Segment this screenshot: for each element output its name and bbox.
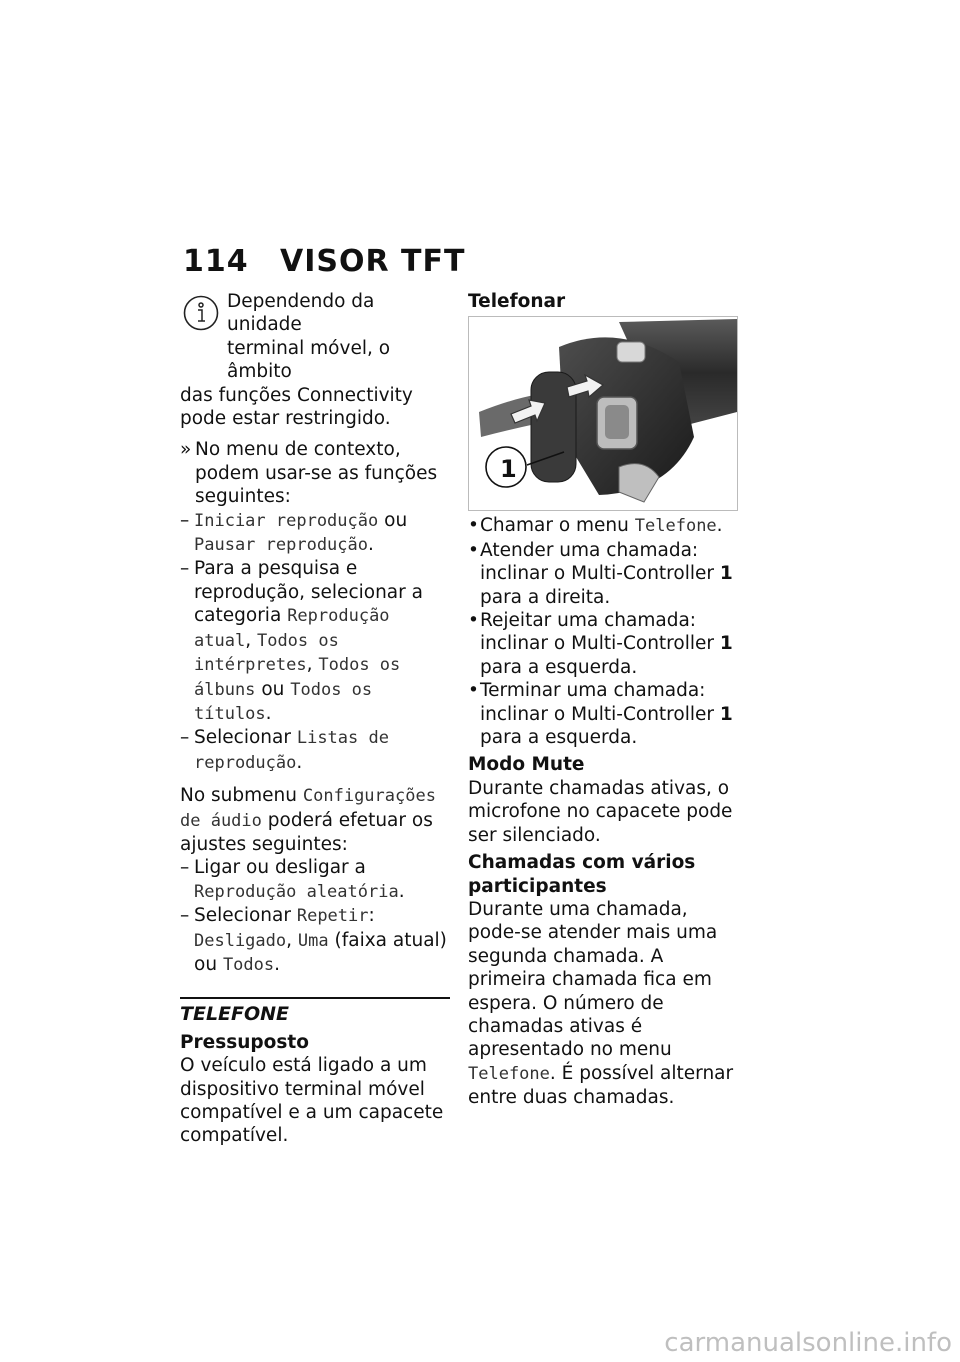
punctuation: ,: [286, 929, 293, 951]
bullet-text: Terminar uma chamada: inclinar o Multi-Controller: [480, 680, 714, 725]
bullet-marker: •: [468, 539, 479, 561]
menu-option: Uma: [297, 930, 329, 951]
menu-option: Todos os álbuns: [194, 655, 401, 700]
list-item: [180, 726, 450, 775]
paragraph-text: poderá efetuar os ajustes seguintes:: [180, 809, 433, 855]
list-item: [180, 557, 450, 726]
subsection-heading: Pressuposto: [180, 1031, 309, 1053]
callout-label: 1: [500, 455, 517, 484]
callout-reference: 1: [719, 633, 733, 655]
info-note: [180, 290, 450, 430]
punctuation: :: [368, 905, 375, 927]
submenu-paragraph: [180, 784, 450, 856]
section-title: TELEFONE: [180, 1003, 290, 1026]
menu-option: Iniciar reprodução: [194, 510, 379, 531]
callout-reference: 1: [719, 563, 733, 585]
bullet-item: [468, 679, 740, 749]
paragraph-text: Durante uma chamada, pode-se atender mais uma segunda chamada. A primeira chamada fica em espera. O número de chamadas ativas é apresentado no menu: [468, 898, 718, 1061]
menu-option: Todos os intérpretes: [194, 630, 339, 676]
conjunction: ou: [261, 678, 285, 700]
dash-marker: –: [180, 558, 190, 580]
list-text: Selecionar: [194, 727, 291, 749]
right-column: [468, 290, 740, 1110]
punctuation: .: [296, 751, 303, 773]
watermark: carmanualsonline.info: [664, 1328, 952, 1358]
bullet-text: para a direita.: [480, 586, 611, 608]
handlebar-illustration: [469, 317, 737, 510]
info-icon: [183, 295, 219, 331]
callout-reference: 1: [719, 703, 733, 725]
menu-option: Listas de reprodução: [194, 728, 389, 773]
menu-option: Todos os títulos: [194, 679, 373, 724]
menu-name: Telefone: [634, 516, 717, 537]
menu-option: Repetir: [296, 906, 369, 927]
menu-option: Todos: [222, 954, 275, 975]
list-text: Ligar ou desligar a: [194, 857, 366, 879]
bullet-text: para a esquerda.: [480, 656, 638, 678]
list-item: [180, 856, 450, 904]
punctuation: ,: [306, 654, 313, 676]
page-header: [183, 244, 465, 279]
chapter-title: VISOR TFT: [280, 244, 466, 279]
menu-option: Desligado: [194, 930, 287, 951]
mute-text: Durante chamadas ativas, o microfone no capacete pode ser silenciado.: [468, 777, 733, 846]
list-item: [180, 904, 450, 977]
menu-name: Configurações de áudio: [180, 786, 436, 831]
arrow-marker: »: [180, 439, 192, 461]
multi-call-text: [468, 898, 740, 1110]
menu-name: Telefone: [468, 1063, 550, 1084]
bullet-item: [468, 609, 740, 679]
subsection-heading: Modo Mute: [468, 754, 585, 776]
dash-marker: –: [180, 905, 190, 927]
list-text: Para a pesquisa e reprodução, selecionar a categoria: [194, 558, 423, 627]
dash-marker: –: [180, 857, 190, 879]
bullet-marker: •: [468, 680, 479, 702]
list-text: Selecionar: [194, 905, 291, 927]
conjunction: ou: [384, 509, 408, 531]
page-number: 114: [183, 244, 249, 279]
bullet-marker: •: [468, 610, 479, 632]
paragraph-text: No submenu: [180, 785, 297, 807]
prerequisite-text: O veículo está ligado a um dispositivo terminal móvel compatível e a um capacete compatível.: [180, 1055, 444, 1147]
menu-option: Pausar reprodução: [194, 535, 368, 556]
bullet-text: Chamar o menu: [480, 515, 629, 537]
info-line-2: terminal móvel, o âmbito: [227, 337, 391, 383]
punctuation: .: [716, 515, 723, 537]
bullet-item: [468, 539, 740, 609]
multi-controller-figure: [468, 316, 738, 511]
dash-marker: –: [180, 727, 190, 749]
bullet-text: Rejeitar uma chamada: inclinar o Multi-Controller: [480, 610, 714, 655]
punctuation: ,: [245, 629, 252, 651]
punctuation: .: [398, 880, 405, 902]
punctuation: .: [368, 534, 374, 556]
left-column: [180, 290, 450, 1148]
dash-marker: –: [180, 509, 190, 531]
bullet-item: [468, 514, 740, 538]
subsection-heading: Telefonar: [468, 291, 566, 312]
bullet-text: Atender uma chamada: inclinar o Multi-Controller: [480, 539, 714, 585]
bullet-text: para a esquerda.: [480, 727, 638, 749]
bullet-marker: •: [468, 515, 479, 537]
punctuation: .: [274, 953, 281, 975]
list-item: [180, 509, 450, 558]
section-telefone: [180, 997, 450, 1147]
subsection-heading: Chamadas com vários participantes: [468, 852, 696, 897]
menu-option: Reprodução atual: [194, 606, 390, 651]
menu-option: Reprodução aleatória: [194, 881, 399, 902]
info-rest: das funções Connectivity pode estar restringido.: [180, 384, 413, 430]
instruction-item: [180, 438, 450, 508]
instruction-text: No menu de contexto, podem usar-se as funções seguintes:: [195, 439, 438, 508]
paragraph-text: . É possível alternar entre duas chamadas.: [468, 1062, 734, 1109]
info-line-1: Dependendo da unidade: [227, 291, 375, 336]
punctuation: .: [265, 702, 272, 724]
list-text: (faixa atual) ou: [194, 929, 447, 975]
